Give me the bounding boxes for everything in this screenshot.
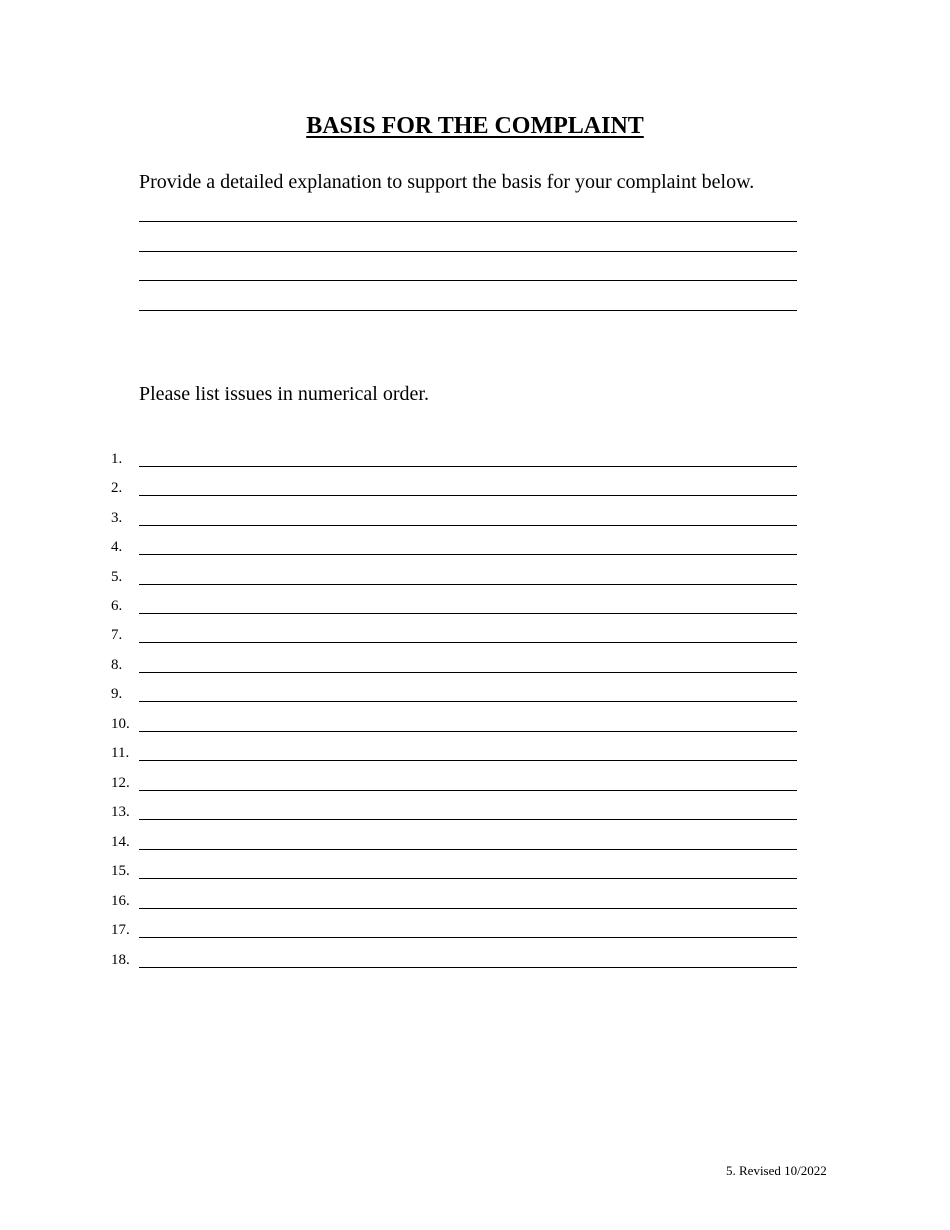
issue-row [0,684,950,706]
issue-number: 9. [111,686,123,702]
issue-line[interactable] [139,613,797,614]
issue-line[interactable] [139,554,797,555]
issue-number: 8. [111,657,123,673]
issue-number: 17. [111,922,130,938]
issue-line[interactable] [139,466,797,467]
issue-number: 12. [111,775,130,791]
issue-line[interactable] [139,701,797,702]
issue-line[interactable] [139,584,797,585]
issue-row [0,773,950,795]
issue-line[interactable] [139,967,797,968]
issue-row [0,596,950,618]
issue-row [0,449,950,471]
issue-line[interactable] [139,760,797,761]
issue-number: 15. [111,863,130,879]
page-title: BASIS FOR THE COMPLAINT [306,113,644,139]
issue-number: 5. [111,569,123,585]
issue-number: 1. [111,451,123,467]
issue-number: 3. [111,510,123,526]
issue-line[interactable] [139,878,797,879]
issue-number: 18. [111,952,130,968]
issue-number: 14. [111,834,130,850]
issue-number: 7. [111,627,123,643]
explanation-line[interactable] [139,310,797,311]
issue-line[interactable] [139,849,797,850]
issue-line[interactable] [139,642,797,643]
issue-row [0,832,950,854]
issue-number: 13. [111,804,130,820]
issue-row [0,950,950,972]
issue-line[interactable] [139,731,797,732]
issue-row [0,714,950,736]
issue-line[interactable] [139,908,797,909]
issue-line[interactable] [139,525,797,526]
issue-line[interactable] [139,495,797,496]
issue-line[interactable] [139,819,797,820]
issue-row [0,861,950,883]
issue-number: 11. [111,745,130,761]
explanation-line[interactable] [139,221,797,222]
issue-number: 2. [111,480,123,496]
issue-row [0,508,950,530]
issue-row [0,655,950,677]
issue-line[interactable] [139,937,797,938]
explanation-instruction: Provide a detailed explanation to support the basis for your complaint below. [139,171,755,193]
issue-number: 6. [111,598,123,614]
issue-row [0,567,950,589]
issue-number: 16. [111,893,130,909]
issue-number: 10. [111,716,130,732]
issue-row [0,625,950,647]
issue-row [0,802,950,824]
issue-row [0,920,950,942]
issues-list-prompt: Please list issues in numerical order. [139,383,429,405]
issue-line[interactable] [139,672,797,673]
issue-row [0,743,950,765]
issue-line[interactable] [139,790,797,791]
page-footer: 5. Revised 10/2022 [726,1163,827,1178]
explanation-line[interactable] [139,251,797,252]
issue-row [0,891,950,913]
issue-number: 4. [111,539,123,555]
explanation-line[interactable] [139,280,797,281]
issue-row [0,537,950,559]
issue-row [0,478,950,500]
